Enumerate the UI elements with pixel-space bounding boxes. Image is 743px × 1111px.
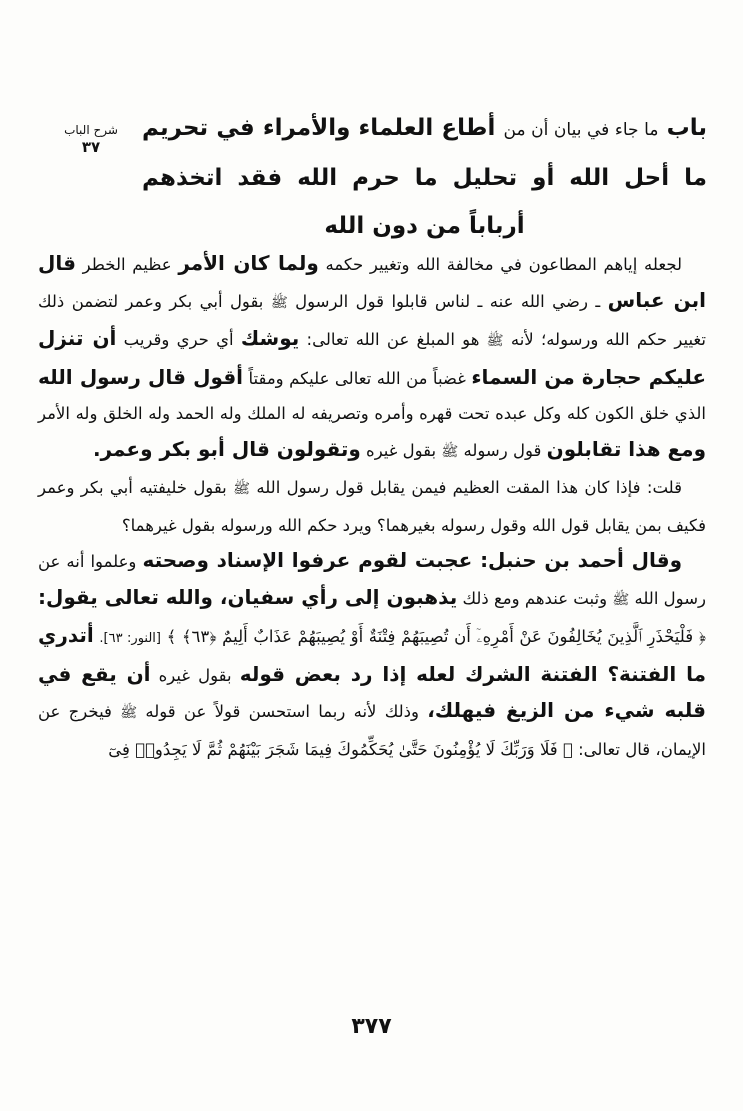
bold-run: وتقولون قال أبو بكر وعمر. [92,436,361,461]
bold-run: أن يقع في قلبه شيء من الزيغ فيهلك، [38,661,707,722]
salawat-glyph: ﷺ [441,443,459,460]
bold-run: قال ابن عباس [38,251,707,312]
text-run: وعلموا أنه عن رسول الله [38,552,706,608]
text-run: وذلك لأنه ربما استحسن قولاً عن قوله [145,702,419,721]
body-text [38,246,706,767]
heading-title: أطاع العلماء والأمراء في تحريم ما أحل الله أو تحليل ما حرم الله فقد اتخذهم أرباباً من دون الله [142,115,707,239]
text-run: غضباً من الله تعالى عليكم ومقتاً [248,368,466,388]
margin-note [50,122,132,156]
text-run: وثبت عندهم ومع ذلك [462,588,608,608]
text-run: أي حري وقريب [123,330,234,349]
text-run: عظيم الخطر [82,255,172,274]
bold-run: يوشك [240,326,300,350]
paragraph-2 [38,470,706,543]
paragraph-3 [38,543,706,767]
text-run: هو المبلغ عن الله تعالى: [306,330,480,349]
salawat-glyph: ﷺ [120,705,138,721]
paragraph-1 [38,246,706,470]
salawat-glyph: ﷺ [270,294,288,311]
bold-run: ومع هذا تقابلون [546,436,706,461]
heading-intro: ما جاء في بيان أن من [503,120,659,140]
bold-run: ولما كان الأمر [178,251,319,275]
text-run: فيخرج عن الإيمان، قال تعالى: [38,702,706,759]
bold-run: أن تنزل عليكم حجارة من السماء [38,326,707,389]
margin-note-number: ٣٧ [81,138,101,156]
verse-reference: [النور: ٦٣]. [99,631,161,646]
text-run: بقول أبي بكر وعمر لتضمن ذلك تغيير حكم الله ورسوله؛ لأنه [38,291,706,349]
heading-bab: باب [666,115,708,141]
text-run: قلت: فإذا كان هذا المقت العظيم فيمن يقابل قول رسول الله [256,478,683,497]
chapter-heading [142,104,707,250]
salawat-glyph: ﷺ [612,591,630,608]
page-number: ٣٧٧ [351,1014,392,1039]
bold-run: أتدري ما الفتنة؟ الفتنة الشرك لعله إذا رد بعض قوله [38,623,706,686]
bold-run: وقال أحمد بن حنبل: عجبت لقوم عرفوا الإسناد وصحته [142,548,683,572]
text-run: بقول غيره [366,440,437,460]
text-run: ـ رضي الله عنه ـ لناس قابلوا قول الرسول [295,291,601,311]
quran-verse: ﴿ فَلْيَحْذَرِ ٱلَّذِينَ يُخَالِفُونَ عَنْ أَمْرِهِۦٓ أَن تُصِيبَهُمْ فِتْنَةٌ أَوْ يُصِيبَهُمْ عَذَابٌ أَلِيمٌ ﴿٦٣﴾ ﴾ [166,627,707,646]
quran-verse: ﴿ فَلَا وَرَبِّكَ لَا يُؤْمِنُونَ حَتَّىٰ يُحَكِّمُوكَ فِيمَا شَجَرَ بَيْنَهُمْ ثُمَّ لَا يَجِدُوا۟ فِىٓ [108,739,573,759]
margin-note-label: شرح الباب [64,123,118,137]
bold-run: يذهبون إلى رأي سفيان، والله تعالى يقول: [38,584,458,609]
bold-run: أقول قال رسول الله [38,364,244,389]
text-run: قول رسوله [463,440,542,460]
text-run: بقول غيره [158,665,232,685]
text-run: بقول خليفتيه أبي بكر وعمر فكيف بمن يقابل قول الله وقول رسوله بغيرهما؟ ويرد حكم الله ورسوله بقول غيرهما؟ [38,478,706,535]
salawat-glyph: ﷺ [233,481,251,497]
text-run: الذي خلق الكون كله وكل عبده تحت قهره وأمره وتصريفه له الملك وله الحمد وله الخلق وله الأمر [38,404,706,423]
text-run: لجعله إياهم المطاعون في مخالفة الله وتغيير حكمه [325,255,683,274]
salawat-glyph: ﷺ [486,333,504,349]
